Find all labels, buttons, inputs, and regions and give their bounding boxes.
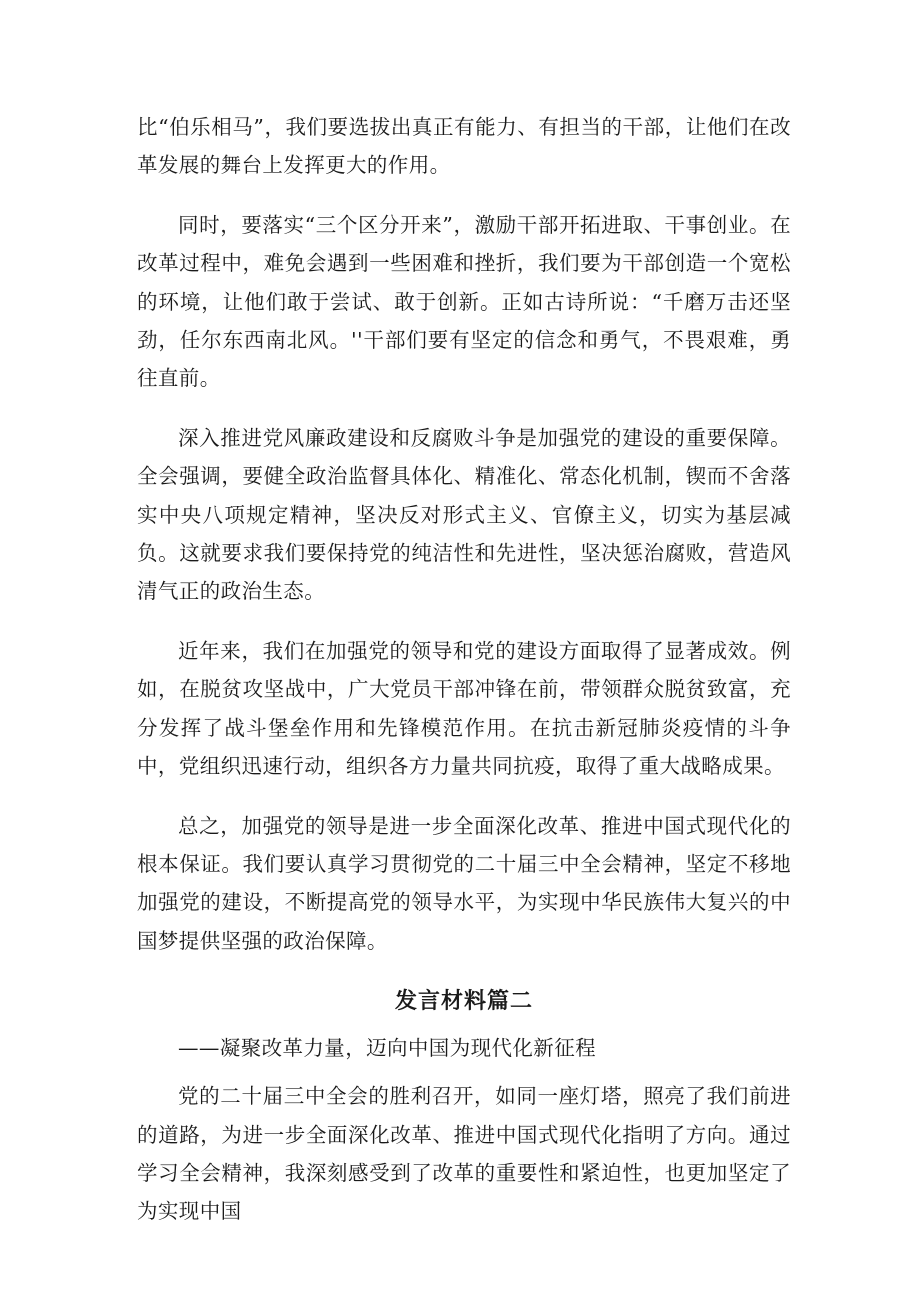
paragraph-anti-corruption: 深入推进党风廉政建设和反腐败斗争是加强党的建设的重要保障。全会强调，要健全政治监督具体化、精准化、常态化机制，锲而不舍落实中央八项规定精神，坚决反对形式主义、官僚主义，切实为基层减负。这就要求我们要保持党的纯洁性和先进性，坚决惩治腐败，营造风清气正的政治生态。 bbox=[137, 425, 791, 604]
paragraph-continued: 比“伯乐相马”，我们要选拔出真正有能力、有担当的干部，让他们在改革发展的舞台上发挥更大的作用。 bbox=[137, 115, 791, 178]
paragraph-achievements: 近年来，我们在加强党的领导和党的建设方面取得了显著成效。例如，在脱贫攻坚战中，广大党员干部冲锋在前，带领群众脱贫致富，充分发挥了战斗堡垒作用和先锋模范作用。在抗击新冠肺炎疫情的斗争中，党组织迅速行动，组织各方力量共同抗疫，取得了重大战略成果。 bbox=[137, 638, 791, 779]
section-title: 发言材料篇二 bbox=[394, 988, 533, 1015]
paragraph-three-distinctions: 同时，要落实“三个区分开来”，激励干部开拓进取、干事创业。在改革过程中，难免会遇到一些困难和挫折，我们要为干部创造一个宽松的环境，让他们敢于尝试、敢于创新。正如古诗所说：“千磨万击还坚劲，任尔东西南北风。''干部们要有坚定的信念和勇气，不畏艰难，勇往直前。 bbox=[137, 212, 791, 391]
document-page bbox=[137, 108, 791, 1252]
section-first-paragraph: 党的二十届三中全会的胜利召开，如同一座灯塔，照亮了我们前进的道路，为进一步全面深化改革、推进中国式现代化指明了方向。通过学习全会精神，我深刻感受到了改革的重要性和紧迫性，也更加坚定了为实现中国 bbox=[137, 1084, 791, 1224]
paragraph-conclusion: 总之，加强党的领导是进一步全面深化改革、推进中国式现代化的根本保证。我们要认真学习贯彻党的二十届三中全会精神，坚定不移地加强党的建设，不断提高党的领导水平，为实现中华民族伟大复兴的中国梦提供坚强的政治保障。 bbox=[137, 813, 791, 953]
section-subtitle: ——凝聚改革力量，迈向中国为现代化新征程 bbox=[178, 1036, 596, 1061]
